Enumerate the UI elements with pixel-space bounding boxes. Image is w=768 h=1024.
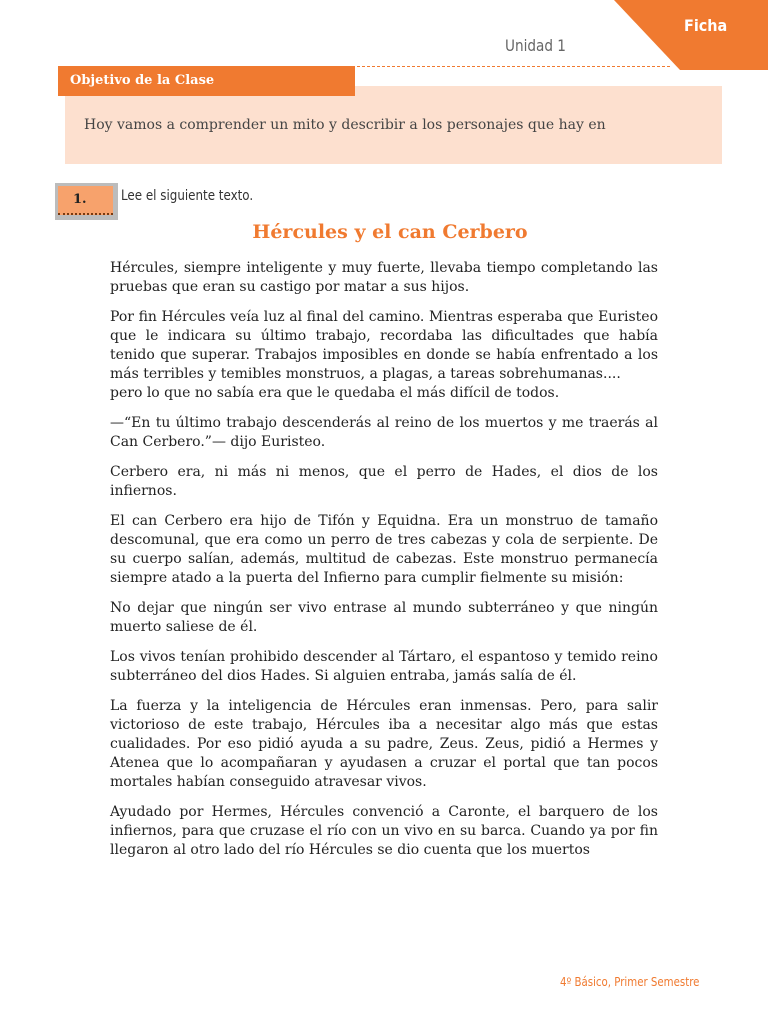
story-paragraph: Cerbero era, ni más ni menos, que el perro de Hades, el dios de los infiernos. <box>110 464 658 499</box>
ficha-tab-shape <box>0 0 768 70</box>
activity-badge-fill <box>58 186 113 215</box>
story-paragraph: pero lo que no sabía era que le quedaba el más difícil de todos. <box>110 385 560 401</box>
unit-label: Unidad 1 <box>505 36 566 55</box>
footer-label: 4º Básico, Primer Semestre <box>560 975 700 989</box>
story-paragraph: Los vivos tenían prohibido descender al Tártaro, el espantoso y temido reino subterráneo del dios Hades. Si alguien entraba, jamás salía de él. <box>110 649 658 684</box>
story-paragraph: Hércules, siempre inteligente y muy fuerte, llevaba tiempo completando las pruebas que eran su castigo por matar a sus hijos. <box>110 260 658 295</box>
activity-badge <box>55 183 118 220</box>
story-title: Hércules y el can Cerbero <box>252 221 528 243</box>
story-paragraph: La fuerza y la inteligencia de Hércules eran inmensas. Pero, para salir victorioso de este trabajo, Hércules iba a necesitar algo más que estas cualidades. Por eso pidió ayuda a su padre, Zeus. Zeus, pidió a Hermes y Atenea que lo acompañaran y ayudasen a cruzar el portal que tan pocos mortales habían conseguido atravesar vivos. <box>110 698 658 790</box>
objective-title: Objetivo de la Clase <box>70 73 215 88</box>
header-divider <box>352 66 670 67</box>
story-paragraph: No dejar que ningún ser vivo entrase al mundo subterráneo y que ningún muerto saliese de él. <box>110 600 658 635</box>
activity-instruction: Lee el siguiente texto. <box>121 188 254 204</box>
story-paragraph: —“En tu último trabajo descenderás al reino de los muertos y me traerás al Can Cerbero.”— dijo Euristeo. <box>110 415 658 450</box>
objective-text: Hoy vamos a comprender un mito y describir a los personajes que hay en <box>84 117 606 133</box>
story-paragraph: Por fin Hércules veía luz al final del camino. Mientras esperaba que Euristeo que le indicara su último trabajo, recordaba las dificultades que había tenido que superar. Trabajos imposibles en donde se había enfrentado a los más terribles y temibles monstruos, a plagas, a tareas sobrehumanas.... <box>110 309 658 382</box>
ficha-label: Ficha <box>684 16 728 35</box>
objective-header <box>58 66 355 96</box>
story-paragraph: El can Cerbero era hijo de Tifón y Equidna. Era un monstruo de tamaño descomunal, que era como un perro de tres cabezas y cola de serpiente. De su cuerpo salían, además, multitud de cabezas. Este monstruo permanecía siempre atado a la puerta del Infierno para cumplir fielmente su misión: <box>110 513 658 586</box>
story-paragraph: Ayudado por Hermes, Hércules convenció a Caronte, el barquero de los infiernos, para que cruzase el río con un vivo en su barca. Cuando ya por fin llegaron al otro lado del río Hércules se dio cuenta que los muertos <box>110 804 658 858</box>
story-body <box>110 259 658 871</box>
activity-number: 1. <box>73 192 87 207</box>
